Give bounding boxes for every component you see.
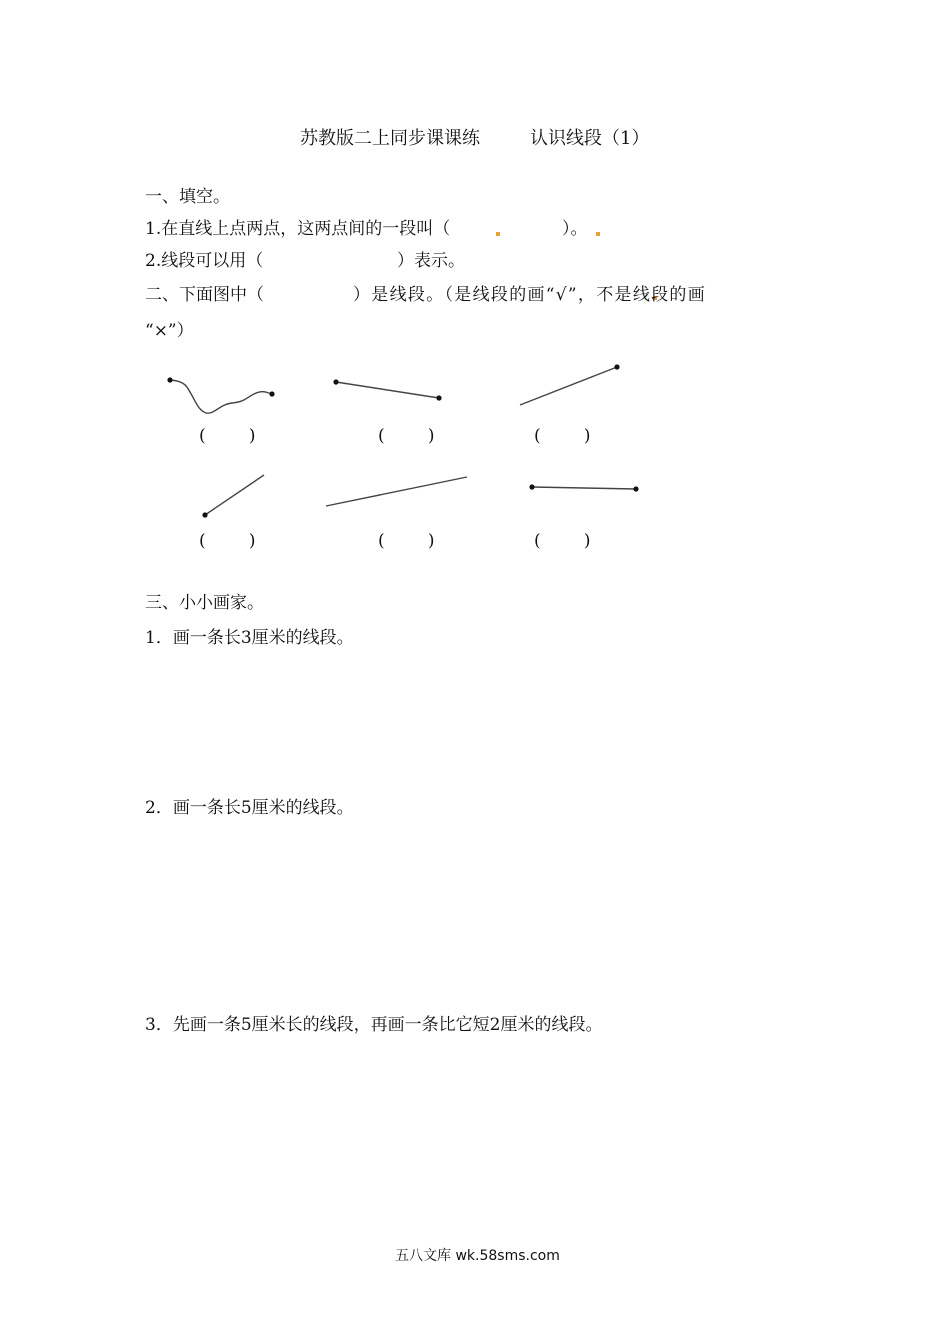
figure-segment-2 xyxy=(529,484,638,491)
section1-q1-suffix: ）。 xyxy=(562,219,588,239)
figures-canvas xyxy=(0,0,950,600)
section1-q2-prefix: 2.线段可以用（ xyxy=(145,251,264,271)
figure-curve xyxy=(167,377,274,413)
footer-watermark: 五八文库 wk.58sms.com xyxy=(395,1248,560,1264)
figure-line xyxy=(326,477,467,506)
answer-blank-5[interactable]: ( ) xyxy=(378,531,435,551)
figure-ray-2 xyxy=(202,475,264,518)
section3-heading: 三、小小画家。 xyxy=(145,593,264,613)
figure-segment-1 xyxy=(333,379,441,400)
section3-q1: 1．画一条长3厘米的线段。 xyxy=(145,628,354,648)
section3-q2: 2．画一条长5厘米的线段。 xyxy=(145,798,354,818)
answer-blank-2[interactable]: ( ) xyxy=(378,426,435,446)
title-lesson: 认识线段（1） xyxy=(530,128,650,149)
answer-blank-3[interactable]: ( ) xyxy=(534,426,591,446)
section2-line2: “×”） xyxy=(145,321,194,341)
answer-blank-4[interactable]: ( ) xyxy=(199,531,256,551)
section1-q1-prefix: 1.在直线上点两点，这两点间的一段叫（ xyxy=(145,219,451,239)
section2-line1-prefix: 二、下面图中（ xyxy=(145,285,264,305)
section2-line1-mid: ）是线段。（是线段的画“√”，不是线段的画 xyxy=(353,285,707,305)
answer-blank-6[interactable]: ( ) xyxy=(534,531,591,551)
section1-q2-suffix: ）表示。 xyxy=(397,251,465,271)
section3-q3: 3．先画一条5厘米长的线段，再画一条比它短2厘米的线段。 xyxy=(145,1015,603,1035)
title-series: 苏教版二上同步课课练 xyxy=(300,128,480,149)
answer-blank-1[interactable]: ( ) xyxy=(199,426,256,446)
section1-heading: 一、填空。 xyxy=(145,187,230,207)
figure-ray-1 xyxy=(520,364,620,405)
